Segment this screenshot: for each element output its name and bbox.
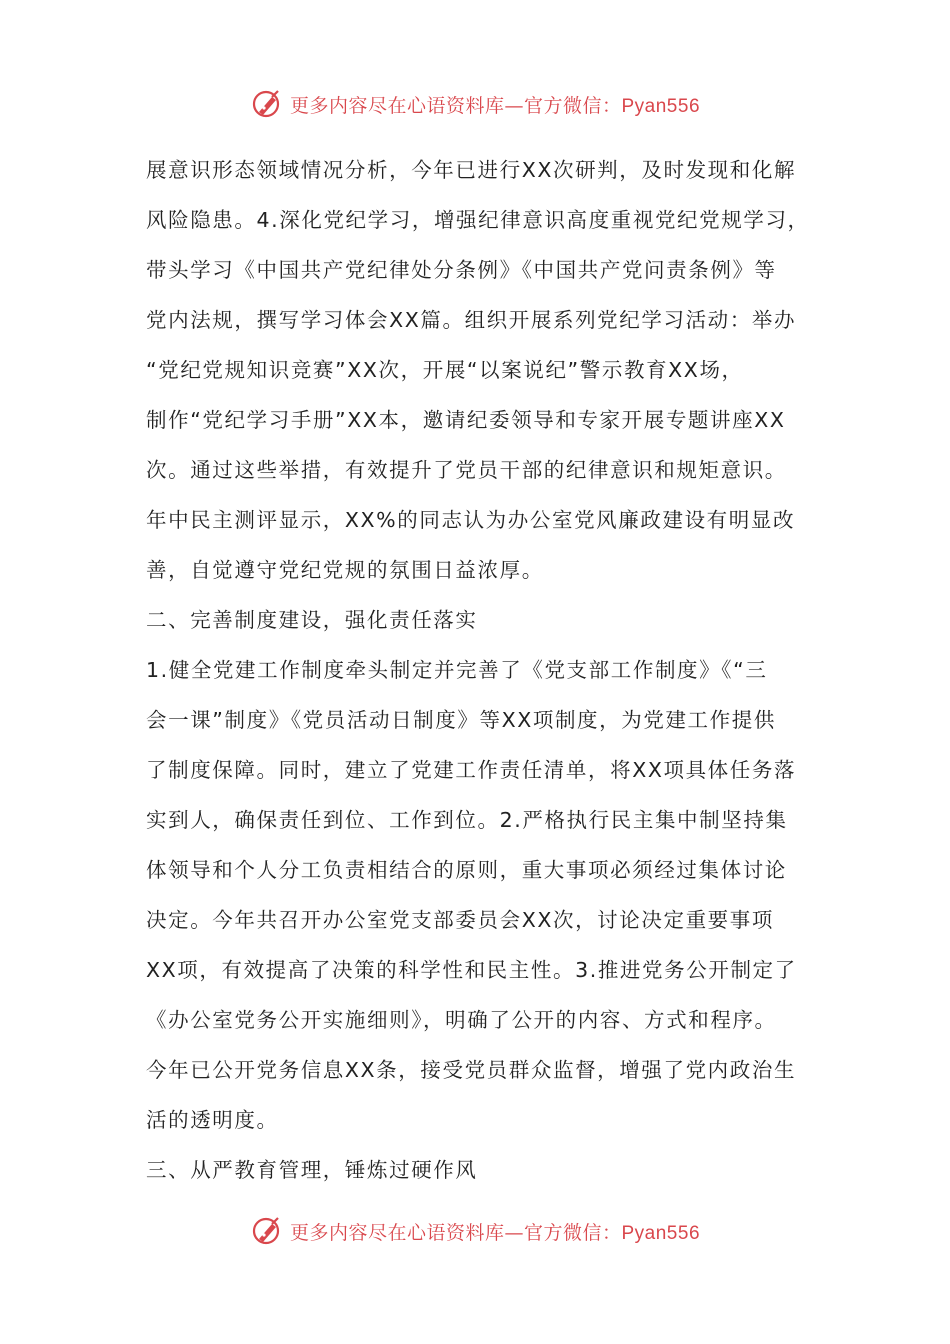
pen-nib-logo-icon — [250, 1214, 284, 1248]
text-line: 了制度保障。同时，建立了党建工作责任清单，将XX项具体任务落 — [146, 758, 797, 782]
text-line: 党内法规，撰写学习体会XX篇。组织开展系列党纪学习活动：举办 — [146, 308, 797, 332]
banner-text: 更多内容尽在心语资料库—官方微信：Pyan556 — [289, 94, 701, 117]
text-line: 展意识形态领域情况分析，今年已进行XX次研判，及时发现和化解 — [146, 158, 797, 182]
banner-text: 更多内容尽在心语资料库—官方微信：Pyan556 — [289, 1221, 701, 1244]
text-line: 风险隐患。4.深化党纪学习，增强纪律意识高度重视党纪党规学习， — [146, 208, 810, 232]
text-line: 带头学习《中国共产党纪律处分条例》《中国共产党问责条例》等 — [146, 258, 777, 282]
document-body — [146, 145, 816, 1195]
text-line: 体领导和个人分工负责相结合的原则，重大事项必须经过集体讨论 — [146, 858, 787, 882]
text-line: 1.健全党建工作制度牵头制定并完善了《党支部工作制度》《“三 — [146, 658, 768, 682]
pen-nib-logo-icon — [250, 87, 284, 121]
header-banner — [0, 84, 950, 124]
text-line: 活的透明度。 — [146, 1108, 279, 1132]
text-line: 今年已公开党务信息XX条，接受党员群众监督，增强了党内政治生 — [146, 1058, 797, 1082]
banner-inner — [250, 87, 700, 121]
banner-inner — [250, 1214, 700, 1248]
text-line: “党纪党规知识竞赛”XX次，开展“以案说纪”警示教育XX场， — [146, 358, 744, 382]
wechat-id: Pyan556 — [621, 95, 701, 117]
text-line: 会一课”制度》《党员活动日制度》等XX项制度，为党建工作提供 — [146, 708, 776, 732]
text-line: 善，自觉遵守党纪党规的氛围日益浓厚。 — [146, 558, 544, 582]
wechat-id: Pyan556 — [621, 1222, 701, 1244]
text-line: 决定。今年共召开办公室党支部委员会XX次，讨论决定重要事项 — [146, 908, 774, 932]
text-line: 《办公室党务公开实施细则》，明确了公开的内容、方式和程序。 — [146, 1008, 777, 1032]
footer-banner — [0, 1211, 950, 1251]
text-line: 三、从严教育管理，锤炼过硬作风 — [146, 1158, 478, 1182]
text-line: 实到人，确保责任到位、工作到位。2.严格执行民主集中制坚持集 — [146, 808, 788, 832]
text-line: XX项，有效提高了决策的科学性和民主性。3.推进党务公开制定了 — [146, 958, 797, 982]
text-line: 二、完善制度建设，强化责任落实 — [146, 608, 478, 632]
text-line: 年中民主测评显示，XX%的同志认为办公室党风廉政建设有明显改 — [146, 508, 796, 532]
text-line: 制作“党纪学习手册”XX本，邀请纪委领导和专家开展专题讲座XX — [146, 408, 786, 432]
text-line: 次。通过这些举措，有效提升了党员干部的纪律意识和规矩意识。 — [146, 458, 787, 482]
